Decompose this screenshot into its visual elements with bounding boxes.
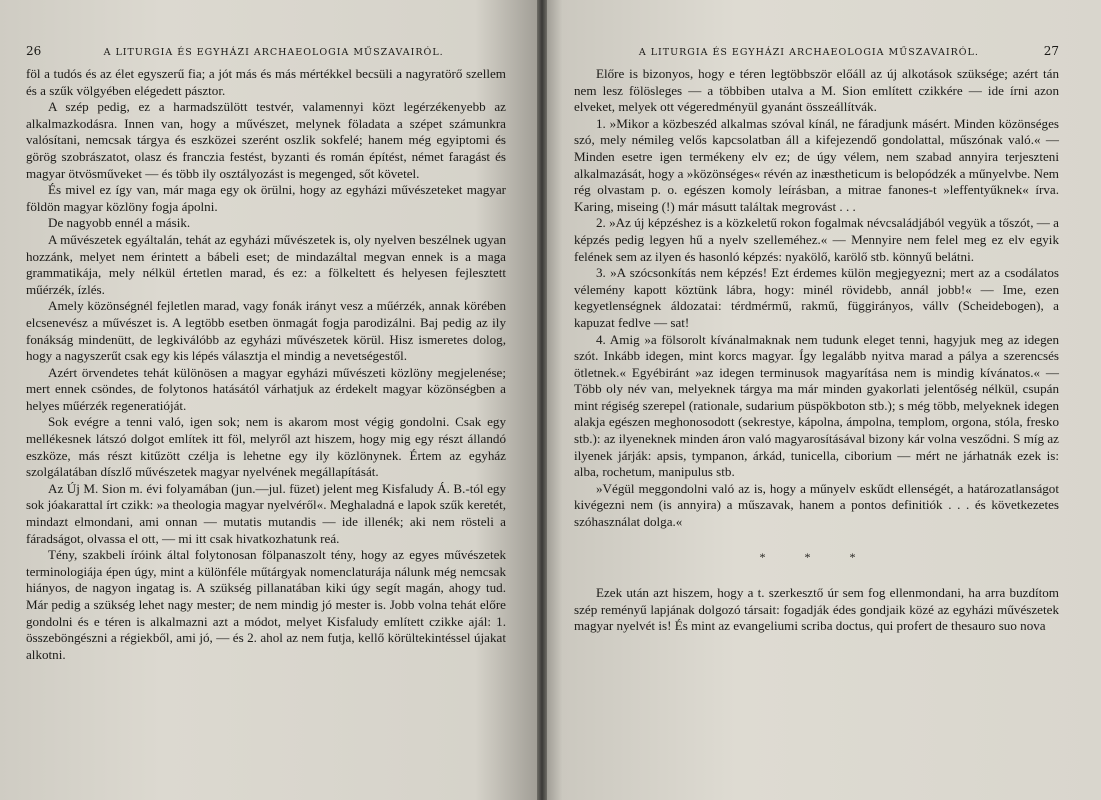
right-paragraph: 1. »Mikor a közbeszéd alkalmas szóval kínál, ne fáradjunk másért. Minden közönséges szó, mely némileg velős kapcsolatban áll a kifejezendő gondolattal, műszónak való.« — Minden esetre igen termékeny elv ez; de úgy vélem, nem szabad annyira terjeszteni alkalmazását, hogy a »közönséges« révén az inæstheticum is belopódzék a műnyelvbe. Nem rég olvastam p. o. egészen komoly leírásban, a mitrae fanones-t »leffentyűknek« írva. Karing, miseing (!) már másutt találtak megrovást . . . (574, 115, 1059, 214)
right-paragraph: Előre is bizonyos, hogy e téren legtöbbször előáll az új alkotások szüksége; azért tán nem lesz fölösleges — a többiben utalva a M. Sion említett czikkére — ide írni azon elveket, melyek ott végeredményül gyanánt összeállítvák. (574, 66, 1059, 115)
section-break: * * * (759, 549, 874, 564)
left-paragraph: És mivel ez így van, már maga egy ok örülni, hogy az egyházi művészeteket magyar földön magyar közlöny fogja ápolni. (26, 182, 506, 214)
right-running-head (574, 44, 1059, 58)
left-page-number: 26 (26, 44, 42, 58)
right-paragraph: »Végül meggondolni való az is, hogy a műnyelv eskűdt ellenségét, a határozatlanságot kivégezni nem (is annyira) a műszavak, hanem a pontos definitiók . . . és következetes szóhasználat dolga.« (574, 480, 1059, 530)
right-page-number: 27 (1043, 44, 1059, 58)
left-paragraph: Az Új M. Sion m. évi folyamában (jun.—jul. füzet) jelent meg Kisfaludy Á. B.-tól egy sok jóakarattal írt czikk: »a theologia magyar nyelvéről«. Meghaladná e lapok szűk keretét, mindazt elmondani, ami onnan — mutatis mutandis — ide illenék; aki nem rösteli a fáradságot, olvassa el ott, — mi itt csak hivatkozhatunk reá. (26, 480, 506, 546)
right-paragraph: 4. Amig »a fölsorolt kívánalmaknak nem tudunk eleget tenni, hagyjuk meg az idegen szót. Inkább idegen, mint korcs magyar. Így legalább nyitva marad a pálya a szerencsés ötletnek.« Egyébiránt »az idegen terminusok magyarítása nem is mindig kívánatos.« — Több oly név van, melyeknek tárgya ma már minden gyakorlati jelentőség nélkül, csupán mint régiség szerepel (rationale, sudarium püspökboton stb.); s még több, melyeknek idegen alakja egészen meghonosodott (sekrestye, kápolna, ámpolna, templom, orgona, stóla, fresko stb.): az ilyeneknek minden áron való magyarosításával bizony kár volna vesződni. S míg az ilyenek járják: apsis, tympanon, árkád, tunicella, ciborium — mért ne járhatnák ezek is: alba, rochetum, manipulus stb. (574, 331, 1059, 480)
left-paragraph: A szép pedig, ez a harmadszülött testvér, valamennyi közt legérzékenyebb az alkalmazkodásra. Innen van, hogy a művészet, melynek föladata a szépet számunkra valósítani, nemcsak tárgya és eszközei szerént oszlik sokfelé; hanem még egyiptomi és görög szobrászatot, olasz és franczia festést, byzanti és román építést, német faragást és magyar ötvösműveket — és több ily osztályozást is megenged, sőt követel. (26, 99, 506, 181)
left-running-title: A LITURGIA ÉS EGYHÁZI ARCHAEOLOGIA MŰSZAVAIRÓL. (103, 47, 444, 58)
right-paragraph: Ezek után azt hiszem, hogy a t. szerkesztő úr sem fog ellenmondani, ha arra buzdítom szép reményű lapjának dolgozó társait: fogadják édes gondjaik közé az egyházi művészetek magyar nyelvét is! És mint az evangeliumi scriba doctus, qui profert de thesauro suo nova (574, 585, 1059, 634)
book-gutter (537, 0, 547, 800)
left-body-text (26, 66, 506, 663)
left-running-head (26, 44, 506, 58)
left-paragraph: De nagyobb ennél a másik. (48, 215, 191, 231)
right-paragraph: 2. »Az új képzéshez is a közkeletű rokon fogalmak névcsaládjából vegyük a tőszót, — a képzés pedig legyen hű a nyelv szelleméhez.« — Mennyire nem felel meg ez elv egyik felének sem az ilyen és hasonló képzés: nyakölő, karölő stb. könnyű belátni. (574, 215, 1059, 264)
left-page (0, 0, 540, 800)
left-paragraph: Amely közönségnél fejletlen marad, vagy fonák irányt vesz a műérzék, annak körében elcsenevész a művészet is. A legtöbb esetben önmagát fogja parodizálni. Baj pedig az ily fonákság mindenütt, de legkiválóbb az egyházi művészetek körül. Hisz ismeretes dolog, hogy a nagyszerűt csak egy kis lépés választja el mindig a nevetségestől. (26, 298, 506, 364)
left-paragraph: Tény, szakbeli íróink által folytonosan fölpanaszolt tény, hogy az egyes művészetek terminologiája épen úgy, mint a különféle műtárgyak nomenclaturája nálunk még nemcsak hiányos, de nagyon ingatag is. A szükség pillanatában kiki úgy segít magán, ahogy tud. Már pedig a szükség lehet nagy mester; de nem mindig jó mester is. Jobb volna tehát előre gondolni és e téren is alkalmazni azt a módot, melyet Kisfaludy említett czikke ajál: 1. összeböngészni a régiekből, ami jó, — és 2. ahol az nem futja, kellő körültekintéssel újakat alkotni. (26, 547, 506, 662)
right-running-title: A LITURGIA ÉS EGYHÁZI ARCHAEOLOGIA MŰSZAVAIRÓL. (638, 47, 979, 58)
left-paragraph: Azért örvendetes tehát különösen a magyar egyházi művészeti közlöny megjelenése; mert ennek csöndes, de folytonos hatásától várhatjuk az érdekelt magyar közönségben a helyes műérzék regeneratióját. (26, 364, 506, 413)
right-page (540, 0, 1101, 800)
right-paragraph: 3. »A szócsonkítás nem képzés! Ezt érdemes külön megjegyezni; mert az a csodálatos vélemény kapott köztünk lábra, hogy: minél rövidebb, annál jobb!« — Ime, ezen kegyetlenségnek áldozatai: térdmérmű, rakmű, függirányos, vállv (Scheidebogen), a kapuzat fedlve — sat! (574, 265, 1059, 330)
left-paragraph: A művészetek egyáltalán, tehát az egyházi művészetek is, oly nyelven beszélnek ugyan hozzánk, melyet nem érintett a bábeli eset; de mindazáltal megvan ennek is a maga grammatikája, mely nélkül értetlen marad, és ez: a fölkeltett és helyesen fejlesztett műérzék, ízlés. (26, 231, 506, 297)
left-paragraph: föl a tudós és az élet egyszerű fia; a jót más és más mértékkel becsüli a nagyratörő szellem és a szűk völgyében elégedett pásztor. (26, 66, 506, 98)
right-body-text (574, 66, 1059, 635)
left-paragraph: Sok evégre a tenni való, igen sok; nem is akarom most végig gondolni. Csak egy mellékesnek látszó dolgot említek itt föl, melyről azt hiszem, hogy mig egy részt állandó eszköze, más részt kitűzött czélja is lehetne egy ily közlönynek. Értem az egyház szolgálatában díszlő művészetek magyar nyelvének megállapítását. (26, 414, 506, 480)
